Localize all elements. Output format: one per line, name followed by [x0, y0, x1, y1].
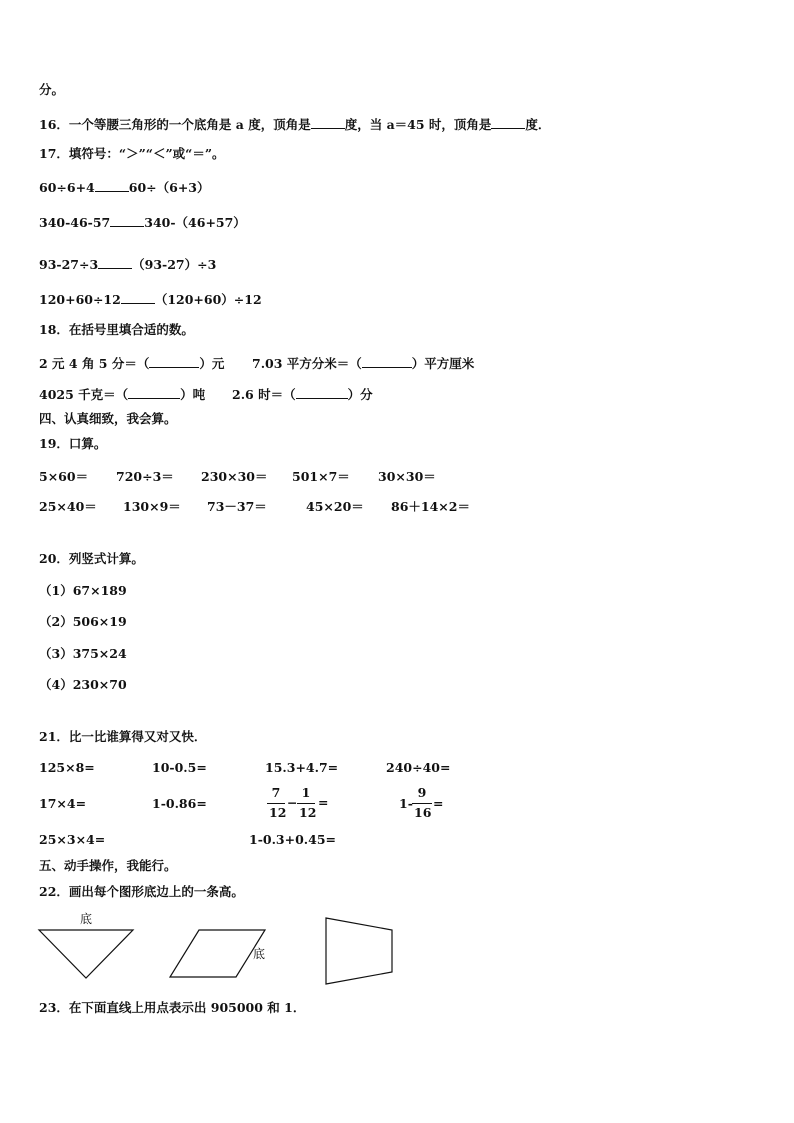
q17-item-3-left: 93-27÷3 [39, 257, 99, 272]
q16-text-1: 一个等腰三角形的一个底角是 a 度，顶角是 [68, 117, 311, 132]
q19-r2-1: 25×40＝ [39, 499, 97, 514]
q21-r2-2: 1-0.86= [152, 796, 207, 811]
q22-title: 22．画出每个图形底边上的一条高。 [39, 884, 244, 899]
q19-r1-4: 501×7＝ [292, 469, 350, 484]
q18-item-2-post: ）平方厘米 [411, 356, 475, 371]
trapezoid-figure[interactable] [326, 918, 392, 984]
q20-title: 20．列竖式计算。 [39, 551, 144, 566]
q21-r3-1: 25×3×4= [39, 832, 106, 847]
section-5-heading: 五、动手操作，我能行。 [39, 858, 177, 873]
q18-item-1-pre: 2 元 4 角 5 分＝（ [39, 356, 150, 371]
q18-title: 18．在括号里填合适的数。 [39, 322, 194, 337]
q21-fraction-3-numerator: 9 [417, 785, 427, 800]
q19-r2-4: 45×20＝ [306, 499, 364, 514]
q21-fraction-1-numerator: 7 [271, 785, 281, 800]
triangle-base-label: 底 [80, 912, 93, 926]
parallelogram-base-label: 底 [253, 947, 266, 961]
q18-item-3-pre: 4025 千克＝（ [39, 387, 129, 402]
q21-r2-4-prefix: 1- [399, 796, 413, 811]
q21-r1-4: 240÷40= [386, 760, 451, 775]
q19-r1-3: 230×30＝ [201, 469, 268, 484]
q18-item-1-post: ）元 [199, 356, 225, 371]
q19-r1-2: 720÷3＝ [116, 469, 174, 484]
q21-r3-2: 1-0.3+0.45= [249, 832, 337, 847]
q21-minus-sign: − [287, 795, 298, 810]
section-4-heading: 四、认真细致，我会算。 [39, 411, 177, 426]
q17-title: 17．填符号：“＞”“＜”或“＝”。 [39, 146, 225, 161]
q19-r2-5: 86＋14×2＝ [391, 499, 470, 514]
parallelogram-figure[interactable] [170, 930, 265, 977]
q19-r2-2: 130×9＝ [123, 499, 181, 514]
q19-r1-5: 30×30＝ [378, 469, 436, 484]
q20-item-2: （2）506×19 [39, 614, 127, 629]
q23-title: 23．在下面直线上用点表示出 905000 和 1． [39, 1000, 306, 1015]
q21-r1-3: 15.3+4.7= [265, 760, 339, 775]
q21-equals-sign: = [318, 795, 329, 810]
q19-r1-1: 5×60＝ [39, 469, 89, 484]
q19-title: 19．口算。 [39, 436, 107, 451]
q21-fraction-3-denominator: 16 [414, 804, 432, 820]
q21-r1-2: 10-0.5= [152, 760, 207, 775]
q18-item-4-post: ）分 [347, 387, 373, 402]
inverted-triangle-figure[interactable] [39, 930, 133, 978]
q18-item-3-post: ）吨 [180, 387, 206, 402]
q16-text-3: 度． [525, 117, 551, 132]
q16-number: 16． [39, 117, 69, 132]
q20-item-3: （3）375×24 [39, 646, 127, 661]
q21-fraction-2-denominator: 12 [299, 804, 317, 820]
q17-item-4-right: （120+60）÷12 [154, 292, 262, 307]
q21-fraction-2-numerator: 1 [301, 785, 311, 800]
q17-item-3-right: （93-27）÷3 [132, 257, 217, 272]
q18-item-4-pre: 2.6 时＝（ [232, 387, 296, 402]
q21-r2-1: 17×4= [39, 796, 87, 811]
q21-fraction-1-denominator: 12 [269, 804, 287, 820]
q17-item-2-left: 340-46-57 [39, 215, 111, 230]
q21-equals-sign-2: = [433, 796, 444, 811]
q17-item-1-right: 60÷（6+3） [128, 180, 210, 195]
q21-title: 21．比一比谁算得又对又快． [39, 729, 207, 744]
q17-item-2-right: 340-（46+57） [144, 215, 246, 230]
q21-r1-1: 125×8= [39, 760, 95, 775]
q15-tail: 分。 [39, 82, 65, 97]
q17-item-4-left: 120+60÷12 [39, 292, 121, 307]
q16-text-2: 度，当 a＝45 时，顶角是 [344, 117, 492, 132]
q18-item-2-pre: 7.03 平方分米＝（ [252, 356, 362, 371]
q17-item-1-left: 60÷6+4 [39, 180, 95, 195]
q20-item-1: （1）67×189 [39, 583, 127, 598]
q19-r2-3: 73－37＝ [207, 499, 267, 514]
q20-item-4: （4）230×70 [39, 677, 127, 692]
